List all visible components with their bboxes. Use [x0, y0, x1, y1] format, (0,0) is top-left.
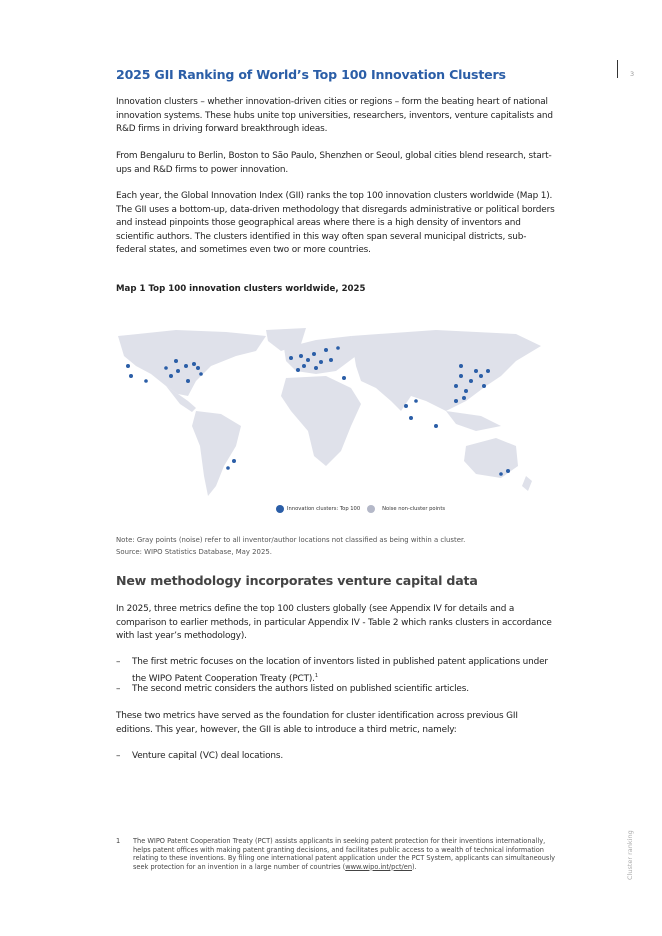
world-map-graphic [116, 326, 548, 516]
noise-legend-swatch [367, 505, 375, 513]
southeast-asia [446, 411, 501, 431]
list-item [116, 750, 556, 764]
map-source: Source: WIPO Statistics Database, May 2025. [116, 547, 272, 556]
world-map [116, 326, 548, 516]
bullet-text: The first metric focuses on the location of inventors listed in published patent applications under the WIPO Patent Cooperation Treaty (PCT). [132, 657, 548, 684]
list-item [116, 683, 556, 697]
cluster-legend-swatch [276, 505, 284, 513]
page-title: 2025 GII Ranking of World’s Top 100 Innovation Clusters [116, 67, 506, 82]
section-middle: These two metrics have served as the foundation for cluster identification across previous GII editions. This year, however, the GII is able to introduce a third metric, namely: [116, 711, 518, 735]
bullet-text: The second metric considers the authors listed on published scientific articles. [132, 684, 469, 694]
list-item [116, 656, 556, 686]
footnote-number: 1 [116, 837, 121, 845]
section-heading: New methodology incorporates venture capital data [116, 573, 478, 588]
north-america [118, 330, 266, 396]
legend-noise-label: Noise non-cluster points [382, 506, 446, 512]
africa [281, 376, 361, 466]
map-note [116, 535, 465, 558]
asia [351, 330, 541, 411]
footnote-tail: ). [412, 862, 417, 871]
cities-paragraph: From Bengaluru to Berlin, Boston to São Paulo, Shenzhen or Seoul, global cities blend research, start-ups and R&D firms to power innovation. [116, 151, 552, 175]
wipo-pct-link[interactable]: www.wipo.int/pct/en [345, 862, 412, 871]
intro-paragraph: Innovation clusters – whether innovation-driven cities or regions – form the beating heart of national innovation systems. These hubs unite top universities, researchers, inventors, venture capitalists and R&D firms in driving forward breakthrough ideas. [116, 97, 553, 135]
gii-paragraph: Each year, the Global Innovation Index (GII) ranks the top 100 innovation clusters worldwide (Map 1). The GII uses a bottom-up, data-driven methodology that disregards administrative or political borders and instead pinpoints those geographical areas where there is a high density of inventors and scientific authors. The clusters identified in this way often span several municipal districts, sub-federal states, and sometimes even two or more countries. [116, 191, 555, 256]
bullet-dash: – [116, 684, 121, 694]
bullet-dash: – [116, 657, 121, 667]
footnote [116, 837, 556, 871]
legend-clusters-label: Innovation clusters: Top 100 [287, 506, 361, 512]
map-title: Map 1 Top 100 innovation clusters worldwide, 2025 [116, 284, 366, 294]
footnote-text: The WIPO Patent Cooperation Treaty (PCT) assists applicants in seeking patent protection for their inventions internationally, helps patent offices with making patent granting decisions, and facilitates public access to a wealth of technical information relating to these inventions. By filing one international patent application under the PCT System, applicants can simultaneously seek protection for an invention in a large number of countries ( [133, 837, 556, 871]
bullet-dash: – [116, 751, 121, 761]
footnote-ref[interactable]: 1 [314, 672, 318, 679]
section-side-label: Cluster ranking [626, 830, 634, 880]
australia [464, 438, 518, 478]
section-intro: In 2025, three metrics define the top 100 clusters globally (see Appendix IV for details and a comparison to earlier methods, in particular Appendix IV - Table 2 which ranks clusters in accordance with last year’s methodology). [116, 604, 552, 642]
south-america [192, 411, 241, 496]
bullet-text: Venture capital (VC) deal locations. [132, 751, 284, 761]
map-legend [276, 505, 445, 513]
new-zealand [522, 476, 532, 491]
header-rule [617, 60, 618, 78]
page-number: 3 [630, 70, 635, 78]
map-note-text: Note: Gray points (noise) refer to all inventor/author locations not classified as being within a cluster. [116, 536, 466, 544]
